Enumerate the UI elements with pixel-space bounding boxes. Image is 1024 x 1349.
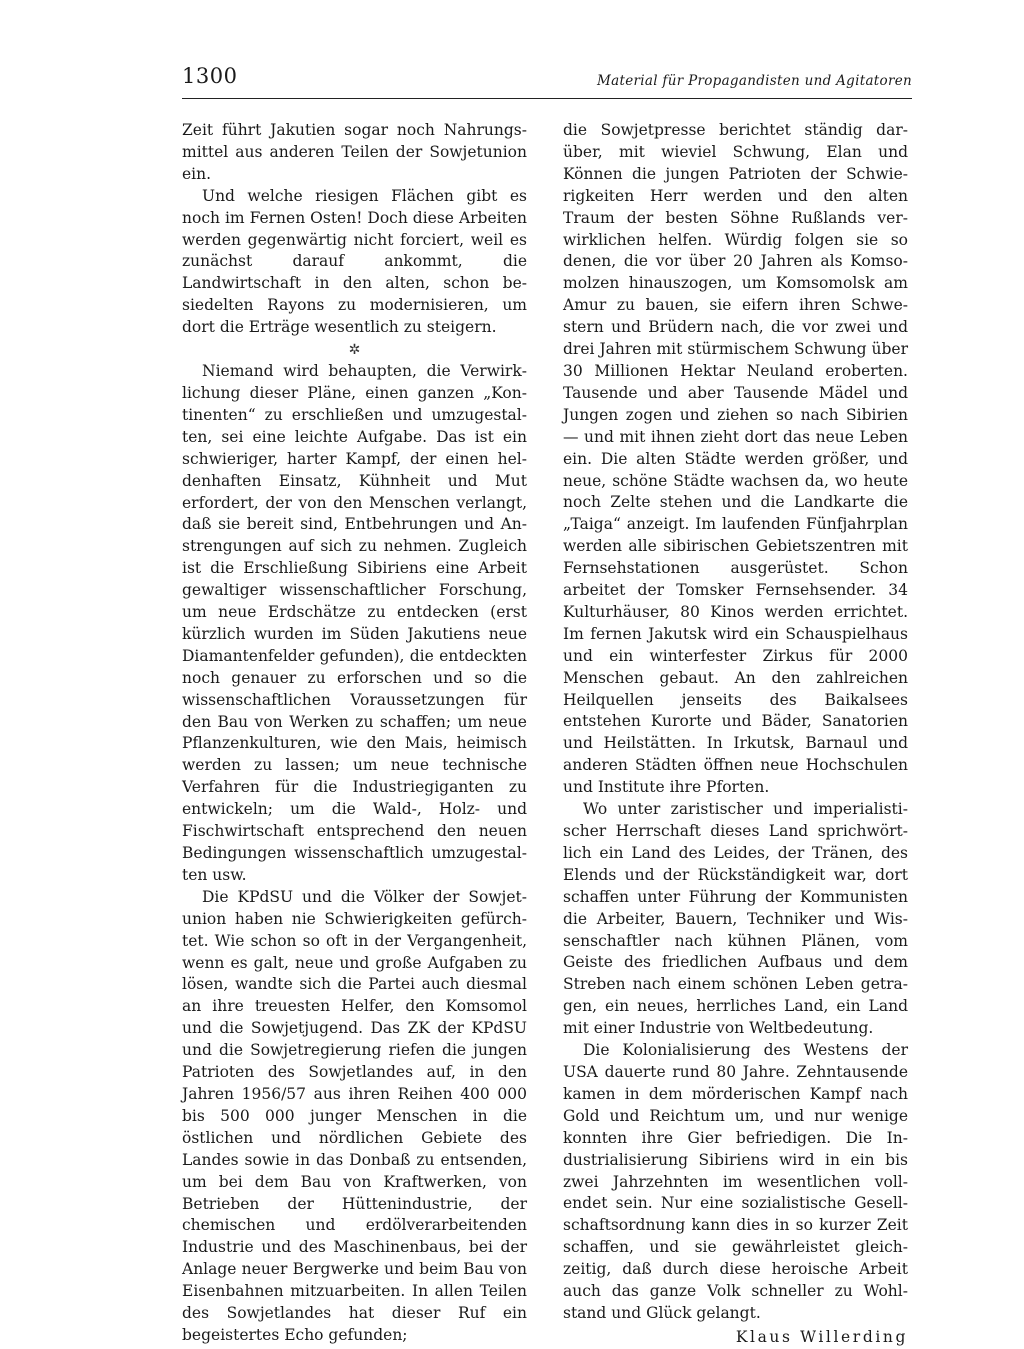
left-column	[182, 120, 527, 1347]
paragraph-kolonialisierung: Die Kolonialisierung des Westens der USA dauerte rund 80 Jahre. Zehntausende kamen in dem mörderischen Kampf nach Gold und Reichtum um, und nur wenige konnten ihre Gier befriedigen. Die Industrialisierung Sibiriens wird in ein bis zwei Jahrzehnten im wesentlichen vollendet sein. Nur eine sozialistische Gesellschaftsordnung kann dies in so kurzer Zeit schaffen, und sie gewährleistet gleichzeitig, daß durch diese heroische Arbeit auch das ganze Volk schneller zu Wohlstand und Glück gelangt.	[563, 1041, 908, 1322]
author-signature: Klaus Willerding	[735, 1327, 908, 1346]
paragraph-continuation: Zeit führt Jakutien sogar noch Nahrungsmittel aus anderen Teilen der Sowjetunion ein.	[182, 121, 527, 183]
paragraph-sowjetpresse: die Sowjetpresse berichtet ständig darüber, mit wieviel Schwung, Elan und Können die jungen Patrioten der Schwierigkeiten Herr werden und den alten Traum der besten Söhne Rußlands verwirklichen helfen. Würdig folgen sie so denen, die vor über 20 Jahren als Komsomolzen hinauszogen, um Komsomolsk am Amur zu bauen, sie eifern ihren Schwestern und Brüdern nach, die vor zwei und drei Jahren mit stürmischem Schwung über 30 Millionen Hektar Neuland eroberten. Tausende und aber Tausende Mädel und Jungen zogen und ziehen so nach Sibirien — und mit ihnen zieht dort das neue Leben ein. Die alten Städte werden größer, und neue, schöne Städte wachsen da, wo heute noch Zelte stehen und die Landkarte die „Taiga“ anzeigt. Im laufenden Fünfjahrplan werden alle sibirischen Gebietszentren mit Fernsehstationen ausgerüstet. Schon arbeitet der Tomsker Fernsehsender. 34 Kulturhäuser, 80 Kinos werden errichtet. Im fernen Jakutsk wird ein Schauspielhaus und ein winterfester Zirkus für 2000 Menschen gebaut. An den zahlreichen Heilquellen jenseits des Baikalsees entstehen Kurorte und Bäder, Sanatorien und Heilstätten. In Irkutsk, Barnaul und anderen Städten öffnen neue Hochschulen und Institute ihre Pforten.	[563, 121, 908, 797]
right-column	[563, 120, 908, 1349]
running-head: Material für Propagandisten und Agitatoren	[597, 73, 912, 89]
page-header	[182, 64, 912, 99]
paragraph-zaristisch: Wo unter zaristischer und imperialistischer Herrschaft dieses Land sprichwörtlich ein Land des Leides, der Tränen, des Elends und der Rückständigkeit war, dort schaffen unter Führung der Kommunisten die Arbeiter, Bauern, Techniker und Wissenschaftler nach kühnen Plänen, vom Geiste des friedlichen Aufbaus und dem Streben nach einem schönen Leben getragen, ein neues, herrliches Land, ein Land mit einer Industrie von Weltbedeutung.	[563, 800, 908, 1038]
paragraph-kpdsu: Die KPdSU und die Völker der Sowjetunion haben nie Schwierigkeiten gefürchtet. Wie schon so oft in der Vergangenheit, wenn es galt, neue und große Aufgaben zu lösen, wandte sich die Partei auch diesmal an ihre treuesten Helfer, den Komsomol und die Sowjetjugend. Das ZK der KPdSU und die Sowjetregierung riefen die jungen Patrioten des Sowjetlandes auf, in den Jahren 1956/57 aus ihren Reihen 400 000 bis 500 000 junger Menschen in die östlichen und nördlichen Gebiete des Landes sowie in das Donbaß zu entsenden, um bei dem Bau von Kraftwerken, von Betrieben der Hüttenindustrie, der chemischen und erdölverarbeitenden Industrie und des Maschinenbaus, bei der Anlage neuer Bergwerke und beim Bau von Eisenbahnen mitzuarbeiten. In allen Teilen des Sowjetlandes hat dieser Ruf ein begeistertes Echo gefunden;	[182, 887, 527, 1344]
paragraph-far-east: Und welche riesigen Flächen gibt es noch im Fernen Osten! Doch diese Arbeiten werden gegenwärtig nicht forciert, weil es zunächst darauf ankommt, die Landwirtschaft in den alten, schon besiedelten Rayons zu modernisieren, um dort die Erträge wesentlich zu steigern.	[182, 186, 527, 337]
paragraph-difficulties: Niemand wird behaupten, die Verwirklichung dieser Pläne, einen ganzen „Kontinenten“ zu erschließen und umzugestalten, sei eine leichte Aufgabe. Das ist ein schwieriger, harter Kampf, der einen heldenhaften Einsatz, Kühnheit und Mut erfordert, der von den Menschen verlangt, daß sie bereit sind, Entbehrungen und Anstrengungen auf sich zu nehmen. Zugleich ist die Erschließung Sibiriens eine Arbeit gewaltiger wissenschaftlicher Forschung, um neue Erdschätze zu entdecken (erst kürzlich wurden im Süden Jakutiens neue Diamantenfelder gefunden), die entdeckten noch genauer zu erforschen und so die wissenschaftlichen Voraussetzungen für den Bau von Werken zu schaffen; um neue Pflanzenkulturen, wie den Mais, heimisch werden zu lassen; um neue technische Verfahren für die Industriegiganten zu entwickeln; um die Wald-, Holz- und Fischwirtschaft entsprechend den neuen Bedingungen wissenschaftlich umzugestalten usw.	[182, 362, 527, 884]
section-separator-asterisk: ✲	[348, 342, 361, 359]
page-number: 1300	[182, 64, 238, 88]
